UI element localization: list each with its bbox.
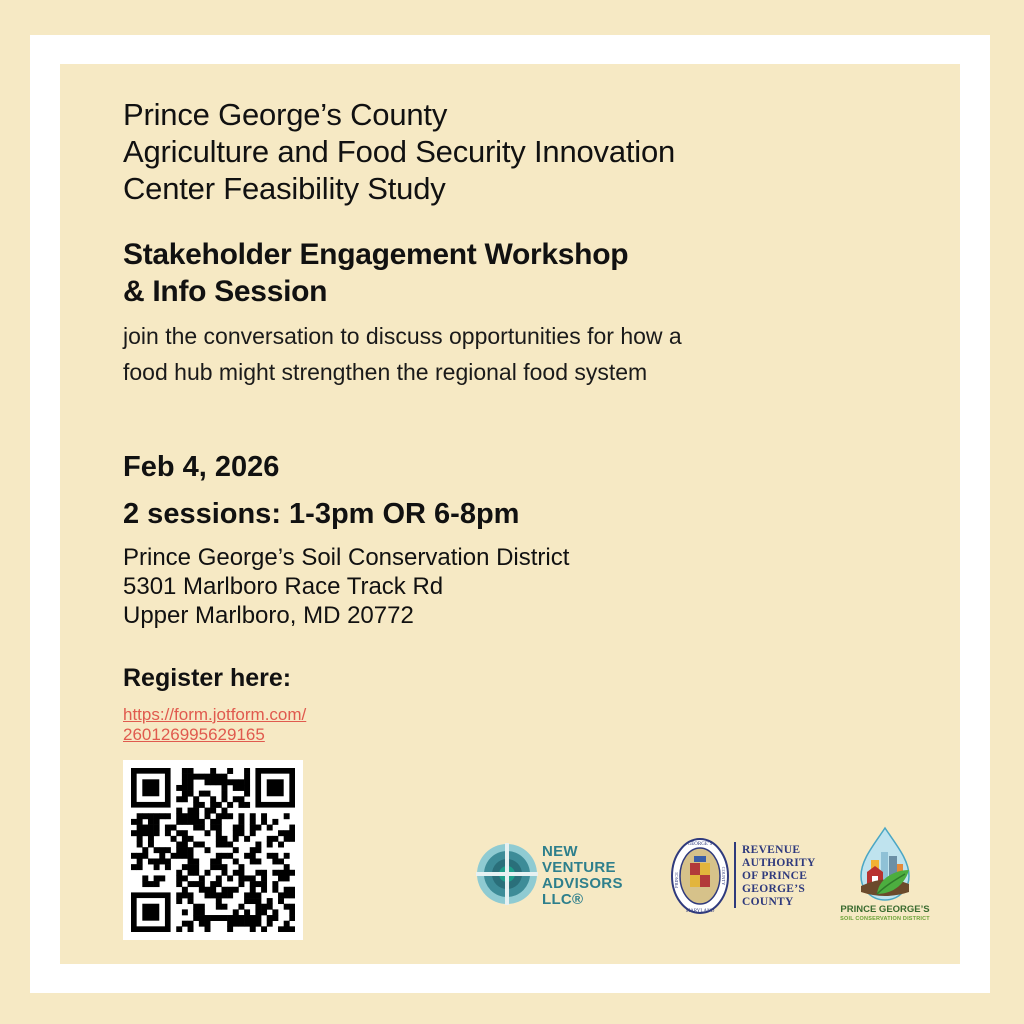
title-line: Agriculture and Food Security Innovation [123, 134, 676, 169]
svg-text:MARYLAND: MARYLAND [685, 909, 715, 914]
event-sessions: 2 sessions: 1-3pm OR 6-8pm [123, 498, 520, 530]
new-venture-advisors-logo [476, 840, 656, 910]
svg-text:COUNTY: COUNTY [721, 866, 726, 886]
ra-wordmark [742, 844, 816, 909]
address-line: Prince George’s Soil Conservation District [123, 544, 570, 571]
ra-line: AUTHORITY [742, 857, 816, 869]
event-address [123, 543, 569, 630]
qr-code-icon [131, 768, 295, 932]
svg-text:GEORGE’S: GEORGE’S [687, 842, 713, 847]
registration-qr-code[interactable] [123, 760, 303, 940]
event-description [123, 318, 682, 390]
nva-line: NEW [542, 843, 578, 860]
ra-line: REVENUE [742, 844, 801, 856]
event-heading-line: Stakeholder Engagement Workshop [123, 238, 629, 271]
ra-line: GEORGE’S [742, 883, 806, 895]
svg-text:PRINCE: PRINCE [674, 871, 679, 889]
link-line[interactable]: 260126995629165 [123, 725, 265, 744]
nva-wordmark [542, 844, 656, 908]
pgscd-subtitle: SOIL CONSERVATION DISTRICT [840, 916, 930, 922]
event-heading-line: & Info Session [123, 275, 328, 308]
nva-line: ADVISORS LLC® [542, 875, 623, 908]
title-line: Prince George’s County [123, 97, 448, 132]
event-heading [123, 236, 628, 310]
pgscd-name: PRINCE GEORGE’S [840, 904, 930, 915]
nva-line: VENTURE [542, 859, 616, 876]
address-line: 5301 Marlboro Race Track Rd [123, 573, 444, 600]
title-line: Center Feasibility Study [123, 171, 446, 206]
county-seal-icon [670, 836, 730, 916]
water-drop-farm-icon [855, 826, 915, 902]
address-line: Upper Marlboro, MD 20772 [123, 602, 414, 629]
register-label: Register here: [123, 664, 292, 692]
revenue-authority-logo [670, 836, 830, 916]
description-line: food hub might strengthen the regional food system [123, 359, 648, 385]
soil-conservation-district-logo [830, 826, 940, 926]
ra-line: COUNTY [742, 896, 794, 908]
description-line: join the conversation to discuss opportunities for how a [123, 323, 682, 349]
target-icon [476, 843, 538, 905]
ra-divider [734, 842, 736, 908]
link-line[interactable]: https://form.jotform.com/ [123, 705, 307, 724]
ra-line: OF PRINCE [742, 870, 808, 882]
event-date: Feb 4, 2026 [123, 451, 280, 483]
page-title [123, 96, 675, 207]
registration-link[interactable] [123, 705, 306, 745]
